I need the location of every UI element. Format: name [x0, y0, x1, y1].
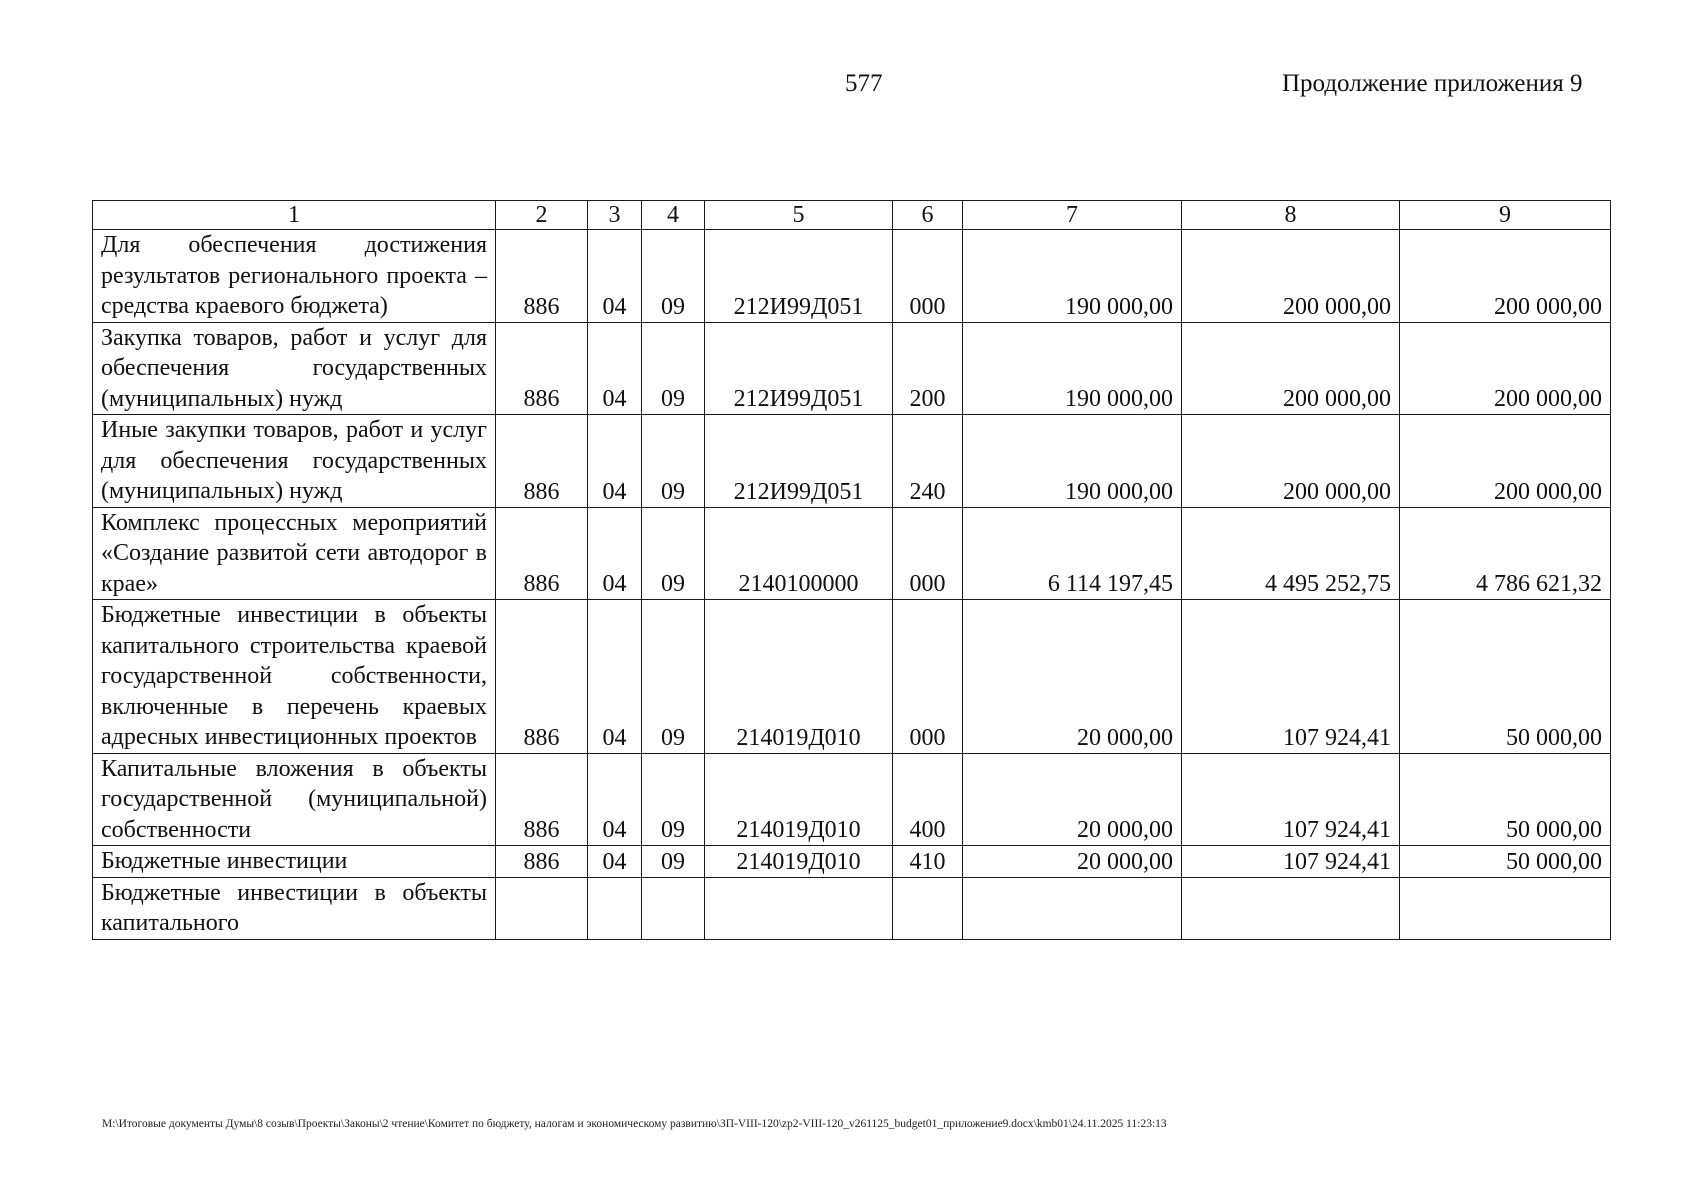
cell-amount-col7: 190 000,00	[963, 415, 1182, 508]
cell-amount-col8	[1182, 877, 1400, 939]
cell-ministry-code: 886	[496, 753, 588, 846]
cell-expense-type: 410	[893, 846, 963, 878]
page-number: 577	[845, 70, 883, 97]
cell-subsection: 09	[642, 600, 705, 754]
cell-target-article	[705, 877, 893, 939]
cell-subsection: 09	[642, 322, 705, 415]
row-name: Капитальные вложения в объекты государственной (муниципальной) собственности	[93, 753, 496, 846]
cell-ministry-code: 886	[496, 322, 588, 415]
cell-section: 04	[588, 846, 642, 878]
table-row	[93, 846, 1611, 878]
cell-target-article: 214019Д010	[705, 846, 893, 878]
table-row	[93, 322, 1611, 415]
cell-ministry-code: 886	[496, 600, 588, 754]
cell-section: 04	[588, 415, 642, 508]
table-row	[93, 415, 1611, 508]
cell-subsection: 09	[642, 507, 705, 600]
cell-amount-col8: 200 000,00	[1182, 415, 1400, 508]
cell-amount-col9: 50 000,00	[1400, 846, 1611, 878]
cell-expense-type: 000	[893, 600, 963, 754]
table-row	[93, 507, 1611, 600]
cell-expense-type: 200	[893, 322, 963, 415]
row-name: Бюджетные инвестиции	[93, 846, 496, 878]
cell-amount-col7: 6 114 197,45	[963, 507, 1182, 600]
cell-amount-col8: 200 000,00	[1182, 230, 1400, 323]
budget-table	[92, 200, 1611, 940]
table-row	[93, 230, 1611, 323]
cell-section: 04	[588, 507, 642, 600]
cell-amount-col9: 200 000,00	[1400, 230, 1611, 323]
cell-target-article: 214019Д010	[705, 753, 893, 846]
cell-expense-type: 000	[893, 230, 963, 323]
column-header: 1	[93, 201, 496, 230]
table-row	[93, 877, 1611, 939]
column-header: 9	[1400, 201, 1611, 230]
appendix-continuation-label: Продолжение приложения 9	[1282, 70, 1583, 97]
cell-subsection: 09	[642, 753, 705, 846]
cell-amount-col8: 107 924,41	[1182, 846, 1400, 878]
cell-amount-col7: 20 000,00	[963, 753, 1182, 846]
cell-target-article: 212И99Д051	[705, 322, 893, 415]
cell-amount-col7: 190 000,00	[963, 322, 1182, 415]
cell-subsection: 09	[642, 846, 705, 878]
cell-expense-type: 000	[893, 507, 963, 600]
cell-ministry-code: 886	[496, 846, 588, 878]
cell-amount-col8: 107 924,41	[1182, 753, 1400, 846]
cell-ministry-code	[496, 877, 588, 939]
cell-section: 04	[588, 753, 642, 846]
cell-amount-col7	[963, 877, 1182, 939]
cell-target-article: 2140100000	[705, 507, 893, 600]
cell-amount-col9: 200 000,00	[1400, 322, 1611, 415]
row-name: Для обеспечения достижения результатов регионального проекта – средства краевого бюджета)	[93, 230, 496, 323]
cell-section	[588, 877, 642, 939]
cell-subsection	[642, 877, 705, 939]
cell-target-article: 214019Д010	[705, 600, 893, 754]
column-header: 2	[496, 201, 588, 230]
cell-ministry-code: 886	[496, 230, 588, 323]
cell-amount-col9: 50 000,00	[1400, 600, 1611, 754]
cell-amount-col9: 50 000,00	[1400, 753, 1611, 846]
cell-expense-type: 240	[893, 415, 963, 508]
cell-amount-col9	[1400, 877, 1611, 939]
table-row	[93, 600, 1611, 754]
cell-amount-col7: 20 000,00	[963, 600, 1182, 754]
cell-ministry-code: 886	[496, 415, 588, 508]
cell-amount-col9: 200 000,00	[1400, 415, 1611, 508]
cell-amount-col9: 4 786 621,32	[1400, 507, 1611, 600]
cell-section: 04	[588, 230, 642, 323]
row-name: Закупка товаров, работ и услуг для обеспечения государственных (муниципальных) нужд	[93, 322, 496, 415]
cell-amount-col8: 200 000,00	[1182, 322, 1400, 415]
cell-section: 04	[588, 600, 642, 754]
cell-amount-col8: 107 924,41	[1182, 600, 1400, 754]
cell-expense-type	[893, 877, 963, 939]
cell-ministry-code: 886	[496, 507, 588, 600]
column-header: 7	[963, 201, 1182, 230]
cell-subsection: 09	[642, 415, 705, 508]
cell-amount-col7: 190 000,00	[963, 230, 1182, 323]
column-header: 8	[1182, 201, 1400, 230]
cell-target-article: 212И99Д051	[705, 230, 893, 323]
cell-expense-type: 400	[893, 753, 963, 846]
column-header: 6	[893, 201, 963, 230]
cell-amount-col8: 4 495 252,75	[1182, 507, 1400, 600]
cell-subsection: 09	[642, 230, 705, 323]
row-name: Иные закупки товаров, работ и услуг для обеспечения государственных (муниципальных) нужд	[93, 415, 496, 508]
column-header: 4	[642, 201, 705, 230]
row-name: Бюджетные инвестиции в объекты капитального	[93, 877, 496, 939]
row-name: Бюджетные инвестиции в объекты капитального строительства краевой государственной собственности, включенные в перечень краевых адресных инвестиционных проектов	[93, 600, 496, 754]
column-header: 5	[705, 201, 893, 230]
table-row	[93, 753, 1611, 846]
cell-section: 04	[588, 322, 642, 415]
cell-target-article: 212И99Д051	[705, 415, 893, 508]
document-file-path-footer: M:\Итоговые документы Думы\8 созыв\Проекты\Законы\2 чтение\Комитет по бюджету, налогам и экономическому развитию\ЗП-VIII-120\zp2-VIII-120_v261125_budget01_приложение9.docx\kmb01\24.11.2025 11:23:13	[102, 1118, 1167, 1130]
column-header: 3	[588, 201, 642, 230]
row-name: Комплекс процессных мероприятий «Создание развитой сети автодорог в крае»	[93, 507, 496, 600]
cell-amount-col7: 20 000,00	[963, 846, 1182, 878]
column-number-row	[93, 201, 1611, 230]
